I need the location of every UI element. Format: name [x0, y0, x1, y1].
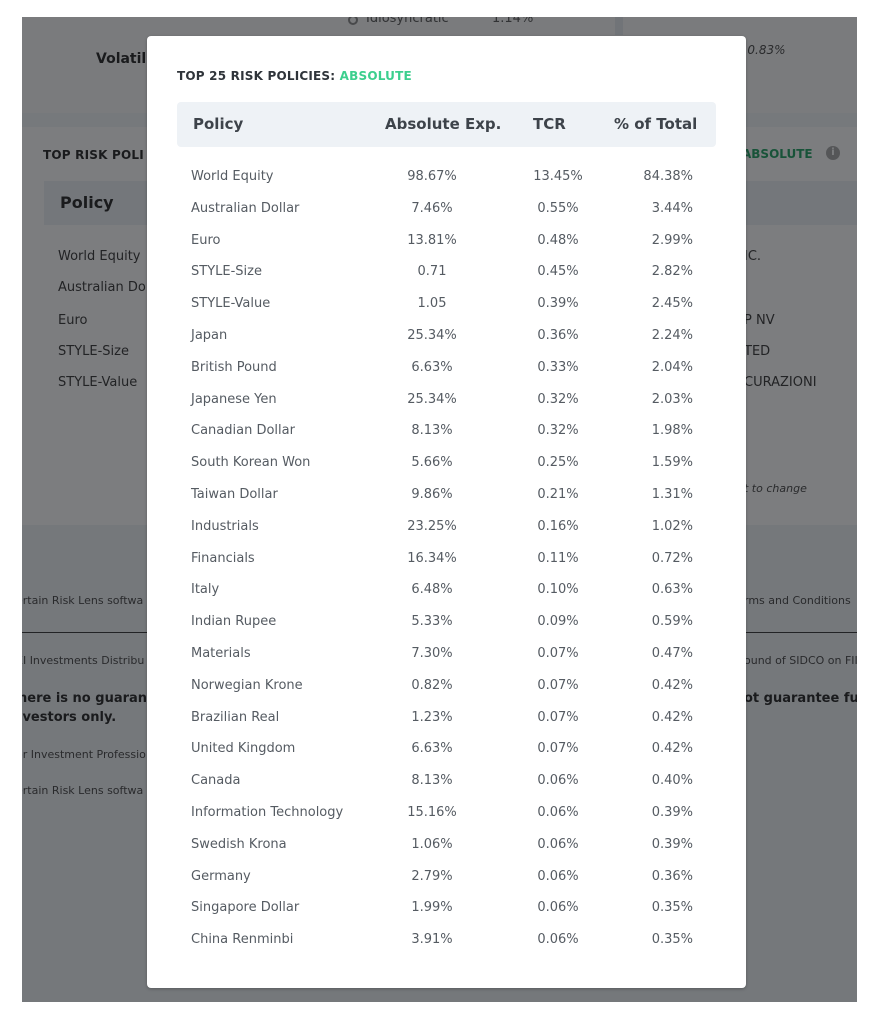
- absolute-exp-cell: 1.99%: [411, 900, 453, 916]
- table-row: [177, 710, 716, 742]
- tcr-cell: 0.25%: [537, 455, 579, 471]
- pct-total-cell: 0.39%: [651, 804, 693, 820]
- pct-total-cell: 2.04%: [651, 359, 693, 375]
- tcr-cell: 0.07%: [537, 677, 579, 693]
- policy-cell: Indian Rupee: [191, 614, 277, 630]
- policy-cell: Japan: [191, 327, 228, 343]
- absolute-exp-cell: 25.34%: [407, 327, 457, 343]
- tcr-cell: 0.32%: [537, 391, 579, 407]
- table-row: [177, 773, 716, 805]
- tcr-cell: 0.06%: [537, 932, 579, 948]
- table-row: [177, 328, 716, 360]
- pct-total-cell: 0.63%: [651, 582, 693, 598]
- tcr-cell: 0.32%: [537, 423, 579, 439]
- absolute-exp-cell: 7.46%: [411, 200, 453, 216]
- absolute-exp-cell: 0.71: [417, 264, 447, 280]
- table-row: [177, 932, 716, 964]
- absolute-exp-cell: 25.34%: [407, 391, 457, 407]
- pct-total-cell: 0.35%: [651, 900, 693, 916]
- absolute-exp-cell: 9.86%: [411, 486, 453, 502]
- pct-total-cell: 0.47%: [651, 645, 693, 661]
- policy-cell: South Korean Won: [191, 455, 311, 471]
- pct-total-cell: 0.59%: [651, 614, 693, 630]
- modal-title-accent: ABSOLUTE: [339, 69, 412, 83]
- table-row: [177, 837, 716, 869]
- pct-total-cell: 1.02%: [651, 518, 693, 534]
- absolute-exp-cell: 1.23%: [411, 709, 453, 725]
- pct-total-cell: 2.99%: [651, 232, 693, 248]
- table-row: [177, 869, 716, 901]
- absolute-exp-cell: 1.06%: [411, 836, 453, 852]
- pct-total-cell: 1.31%: [651, 486, 693, 502]
- absolute-exp-cell: 8.13%: [411, 773, 453, 789]
- absolute-exp-cell: 23.25%: [407, 518, 457, 534]
- absolute-exp-cell: 15.16%: [407, 804, 457, 820]
- table-row: [177, 551, 716, 583]
- tcr-cell: 0.07%: [537, 645, 579, 661]
- table-row: [177, 614, 716, 646]
- pct-total-cell: 0.39%: [651, 836, 693, 852]
- pct-total-cell: 84.38%: [643, 169, 693, 184]
- pct-total-cell: 1.59%: [651, 455, 693, 471]
- absolute-exp-cell: 2.79%: [411, 868, 453, 884]
- tcr-cell: 0.55%: [537, 200, 579, 216]
- pct-total-cell: 0.36%: [651, 868, 693, 884]
- tcr-cell: 0.48%: [537, 232, 579, 248]
- table-row: [177, 741, 716, 773]
- table-row: [177, 264, 716, 296]
- modal-title: [177, 69, 412, 83]
- column-header-absolute-exp[interactable]: Absolute Exp.: [385, 115, 502, 133]
- policy-cell: Euro: [191, 232, 221, 248]
- tcr-cell: 0.06%: [537, 836, 579, 852]
- table-row: [177, 487, 716, 519]
- policy-cell: Japanese Yen: [191, 391, 277, 407]
- policy-cell: STYLE-Size: [191, 264, 262, 280]
- absolute-exp-cell: 98.67%: [407, 169, 457, 184]
- pct-total-cell: 2.45%: [651, 296, 693, 312]
- tcr-cell: 0.21%: [537, 486, 579, 502]
- table-row: [177, 900, 716, 932]
- absolute-exp-cell: 7.30%: [411, 645, 453, 661]
- tcr-cell: 0.06%: [537, 868, 579, 884]
- absolute-exp-cell: 5.33%: [411, 614, 453, 630]
- tcr-cell: 0.16%: [537, 518, 579, 534]
- absolute-exp-cell: 6.63%: [411, 741, 453, 757]
- table-row: [177, 582, 716, 614]
- policy-cell: Italy: [191, 582, 220, 598]
- pct-total-cell: 0.35%: [651, 932, 693, 948]
- policy-cell: Taiwan Dollar: [191, 486, 278, 502]
- tcr-cell: 0.36%: [537, 327, 579, 343]
- tcr-cell: 0.45%: [537, 264, 579, 280]
- policy-cell: Financials: [191, 550, 255, 566]
- policy-cell: Brazilian Real: [191, 709, 280, 725]
- policy-cell: World Equity: [191, 169, 274, 184]
- modal-title-prefix: TOP 25 RISK POLICIES:: [177, 69, 340, 83]
- table-row: [177, 201, 716, 233]
- table-header: [177, 102, 716, 147]
- policy-cell: China Renminbi: [191, 932, 294, 948]
- table-row: [177, 646, 716, 678]
- policy-cell: Canadian Dollar: [191, 423, 295, 439]
- absolute-exp-cell: 8.13%: [411, 423, 453, 439]
- policy-cell: Information Technology: [191, 804, 344, 820]
- policy-cell: Singapore Dollar: [191, 900, 300, 916]
- pct-total-cell: 0.42%: [651, 709, 693, 725]
- pct-total-cell: 2.03%: [651, 391, 693, 407]
- policy-cell: Canada: [191, 773, 241, 789]
- table-row: [177, 455, 716, 487]
- policy-cell: Industrials: [191, 518, 259, 534]
- pct-total-cell: 0.40%: [651, 773, 693, 789]
- tcr-cell: 0.06%: [537, 773, 579, 789]
- table-body: [177, 169, 716, 964]
- absolute-exp-cell: 6.48%: [411, 582, 453, 598]
- pct-total-cell: 2.82%: [651, 264, 693, 280]
- column-header-pct-total[interactable]: % of Total: [614, 115, 698, 133]
- tcr-cell: 0.06%: [537, 804, 579, 820]
- tcr-cell: 0.06%: [537, 900, 579, 916]
- absolute-exp-cell: 3.91%: [411, 932, 453, 948]
- column-header-tcr[interactable]: TCR: [533, 115, 566, 133]
- absolute-exp-cell: 0.82%: [411, 677, 453, 693]
- absolute-exp-cell: 5.66%: [411, 455, 453, 471]
- tcr-cell: 0.10%: [537, 582, 579, 598]
- table-row: [177, 805, 716, 837]
- table-row: [177, 678, 716, 710]
- policy-cell: British Pound: [191, 359, 277, 375]
- column-header-policy[interactable]: Policy: [193, 115, 244, 133]
- policy-cell: STYLE-Value: [191, 296, 271, 312]
- pct-total-cell: 2.24%: [651, 327, 693, 343]
- table-row: [177, 233, 716, 265]
- tcr-cell: 13.45%: [533, 169, 583, 184]
- tcr-cell: 0.33%: [537, 359, 579, 375]
- table-row: [177, 423, 716, 455]
- pct-total-cell: 1.98%: [651, 423, 693, 439]
- absolute-exp-cell: 1.05: [417, 296, 447, 312]
- tcr-cell: 0.07%: [537, 709, 579, 725]
- pct-total-cell: 0.42%: [651, 741, 693, 757]
- policy-cell: Germany: [191, 868, 251, 884]
- pct-total-cell: 3.44%: [651, 200, 693, 216]
- tcr-cell: 0.11%: [537, 550, 579, 566]
- pct-total-cell: 0.42%: [651, 677, 693, 693]
- policy-cell: United Kingdom: [191, 741, 296, 757]
- tcr-cell: 0.39%: [537, 296, 579, 312]
- absolute-exp-cell: 16.34%: [407, 550, 457, 566]
- table-row: [177, 519, 716, 551]
- table-row: [177, 296, 716, 328]
- table-row: [177, 392, 716, 424]
- table-row: [177, 360, 716, 392]
- table-row: [177, 169, 716, 201]
- tcr-cell: 0.09%: [537, 614, 579, 630]
- pct-total-cell: 0.72%: [651, 550, 693, 566]
- policy-cell: Swedish Krona: [191, 836, 287, 852]
- policy-cell: Australian Dollar: [191, 200, 300, 216]
- absolute-exp-cell: 13.81%: [407, 232, 457, 248]
- policy-cell: Materials: [191, 645, 251, 661]
- absolute-exp-cell: 6.63%: [411, 359, 453, 375]
- top-risk-policies-modal: [147, 36, 746, 988]
- tcr-cell: 0.07%: [537, 741, 579, 757]
- policy-cell: Norwegian Krone: [191, 677, 303, 693]
